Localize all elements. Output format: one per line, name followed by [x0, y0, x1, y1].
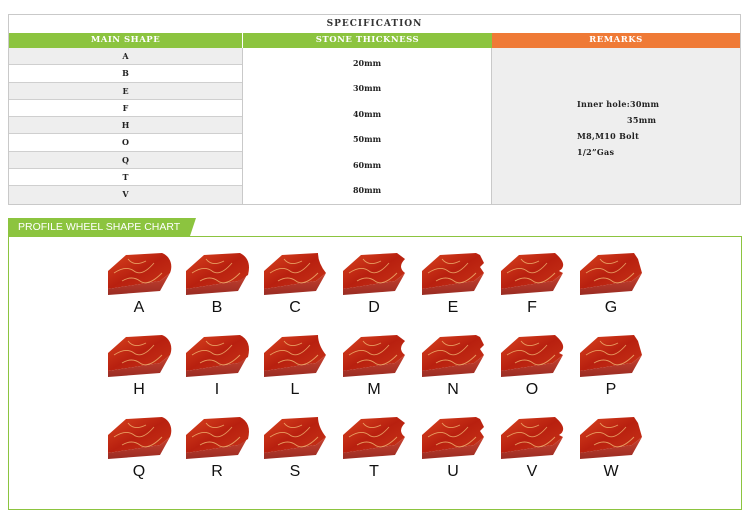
profile-shape-f [492, 251, 572, 317]
profile-shape-t [334, 415, 414, 481]
stone-profile-icon [104, 333, 174, 379]
profile-shape-label: T [369, 463, 379, 480]
profile-shape-label: D [368, 299, 380, 316]
remark-line: 1/2”Gas [577, 147, 615, 157]
stone-profile-icon [418, 415, 488, 461]
profile-shape-label: W [603, 463, 619, 480]
profile-shape-label: C [289, 299, 301, 316]
thickness-value: 60mm [352, 160, 382, 170]
profile-shape-label: G [604, 299, 618, 316]
stone-profile-icon [418, 251, 488, 297]
profile-shape-l [255, 333, 335, 399]
profile-shape-w [571, 415, 651, 481]
shape-cell: Q [9, 152, 242, 169]
profile-shape-h [99, 333, 179, 399]
profile-shape-label: E [447, 299, 459, 316]
thickness-value: 80mm [352, 185, 382, 195]
specification-title: SPECIFICATION [9, 15, 740, 34]
stone-profile-icon [339, 333, 409, 379]
profile-shape-label: B [211, 299, 223, 316]
remark-line: M8,M10 Bolt [577, 131, 640, 141]
shape-cell: T [9, 169, 242, 186]
profile-shape-g [571, 251, 651, 317]
specification-table [8, 14, 741, 205]
main-shape-header: MAIN SHAPE [9, 33, 243, 48]
shape-cell: A [9, 48, 242, 65]
profile-chart [8, 236, 742, 510]
profile-shape-s [255, 415, 335, 481]
thickness-value: 40mm [352, 109, 382, 119]
profile-shape-p [571, 333, 651, 399]
profile-shape-n [413, 333, 493, 399]
shape-cell: B [9, 65, 242, 82]
stone-profile-icon [339, 251, 409, 297]
profile-shape-label: S [289, 463, 301, 480]
stone-profile-icon [497, 251, 567, 297]
profile-shape-a [99, 251, 179, 317]
stone-profile-icon [497, 333, 567, 379]
profile-shape-b [177, 251, 257, 317]
main-shape-column [9, 48, 243, 204]
profile-shape-label: R [211, 463, 223, 480]
profile-shape-label: N [447, 381, 459, 398]
stone-profile-icon [260, 415, 330, 461]
stone-thickness-header: STONE THICKNESS [243, 33, 492, 48]
profile-shape-m [334, 333, 414, 399]
remark-line: 35mm [627, 115, 657, 125]
shape-cell: V [9, 186, 242, 203]
thickness-value: 30mm [352, 83, 382, 93]
profile-shape-label: M [367, 381, 381, 398]
stone-profile-icon [339, 415, 409, 461]
stone-profile-icon [182, 333, 252, 379]
profile-shape-label: P [605, 381, 617, 398]
profile-shape-label: L [290, 381, 300, 398]
profile-shape-u [413, 415, 493, 481]
stone-profile-icon [182, 251, 252, 297]
remark-line: Inner hole:30mm [577, 99, 660, 109]
stone-profile-icon [104, 415, 174, 461]
stone-profile-icon [576, 415, 646, 461]
stone-profile-icon [182, 415, 252, 461]
profile-shape-label: Q [132, 463, 146, 480]
stone-profile-icon [260, 251, 330, 297]
stone-thickness-column [243, 48, 492, 204]
profile-shape-r [177, 415, 257, 481]
profile-shape-label: V [526, 463, 538, 480]
profile-shape-label: A [133, 299, 145, 316]
stone-profile-icon [497, 415, 567, 461]
profile-shape-label: H [133, 381, 145, 398]
profile-shape-label: U [447, 463, 459, 480]
profile-shape-label: O [525, 381, 539, 398]
stone-profile-icon [418, 333, 488, 379]
shape-cell: E [9, 83, 242, 100]
profile-shape-o [492, 333, 572, 399]
profile-shape-c [255, 251, 335, 317]
stone-profile-icon [104, 251, 174, 297]
remarks-column [492, 48, 740, 204]
stone-profile-icon [576, 333, 646, 379]
profile-shape-q [99, 415, 179, 481]
profile-chart-title: PROFILE WHEEL SHAPE CHART [8, 218, 190, 236]
stone-profile-icon [260, 333, 330, 379]
shape-cell: O [9, 134, 242, 151]
thickness-value: 50mm [352, 134, 382, 144]
profile-shape-e [413, 251, 493, 317]
profile-shape-v [492, 415, 572, 481]
shape-cell: H [9, 117, 242, 134]
profile-shape-d [334, 251, 414, 317]
shape-cell: F [9, 100, 242, 117]
profile-shape-i [177, 333, 257, 399]
thickness-value: 20mm [352, 58, 382, 68]
profile-shape-label: F [527, 299, 537, 316]
stone-profile-icon [576, 251, 646, 297]
remarks-header: REMARKS [492, 33, 740, 48]
profile-shape-label: I [214, 381, 220, 398]
